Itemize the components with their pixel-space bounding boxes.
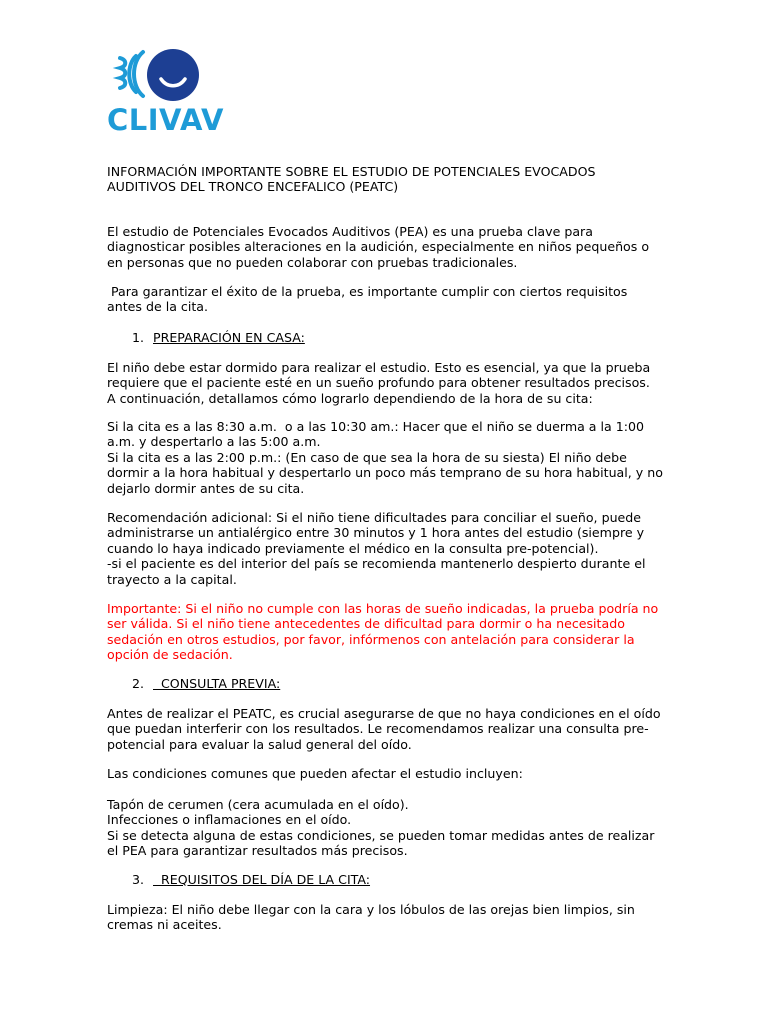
section1-paragraph-2: Si la cita es a las 8:30 a.m. o a las 10:30 am.: Hacer que el niño se duerma a la 1:00 a.m. y despertarlo a las 5:00 a.m. Si la cita es a las 2:00 p.m.: (En caso de que sea la hora de su siesta) El niño debe dormir a la hora habitual y despertarlo un poco más temprano de su hora habitual, y no dejarlo dormir antes de su cita. — [107, 419, 663, 496]
section1-number: 1. — [132, 330, 145, 345]
clivav-ear-icon — [107, 46, 217, 104]
section3-heading — [132, 872, 370, 887]
section2-paragraph-2: Las condiciones comunes que pueden afectar el estudio incluyen: — [107, 766, 523, 781]
section2-title: CONSULTA PREVIA: — [153, 676, 281, 691]
section1-warning: Importante: Si el niño no cumple con las horas de sueño indicadas, la prueba podría no ser válida. Si el niño tiene antecedentes de dificultad para dormir o ha necesitado sedación en otros estudios, por favor, infórmenos con antelación para considerar la opción de sedación. — [107, 601, 659, 663]
section3-title: REQUISITOS DEL DÍA DE LA CITA: — [153, 872, 371, 887]
guarantee-paragraph: Para garantizar el éxito de la prueba, es importante cumplir con ciertos requisitos antes de la cita. — [107, 284, 628, 315]
section1-paragraph-3: Recomendación adicional: Si el niño tiene dificultades para conciliar el sueño, puede administrarse un antialérgico entre 30 minutos y 1 hora antes del estudio (siempre y cuando lo haya indicado previamente el médico en la consulta pre-potencial). -si el paciente es del interior del país se recomienda mantenerlo despierto durante el trayecto a la capital. — [107, 510, 646, 587]
section2-number: 2. — [132, 676, 145, 691]
document-title: INFORMACIÓN IMPORTANTE SOBRE EL ESTUDIO DE POTENCIALES EVOCADOS AUDITIVOS DEL TRONCO ENCEFALICO (PEATC) — [107, 164, 596, 195]
intro-paragraph: El estudio de Potenciales Evocados Auditivos (PEA) es una prueba clave para diagnosticar posibles alteraciones en la audición, especialmente en niños pequeños o en personas que no pueden colaborar con pruebas tradicionales. — [107, 224, 650, 270]
clivav-logo — [107, 46, 224, 138]
section2-paragraph-3: Tapón de cerumen (cera acumulada en el oído). Infecciones o inflamaciones en el oído. Si se detecta alguna de estas condiciones, se pueden tomar medidas antes de realizar el PEA para garantizar resultados más precisos. — [107, 797, 655, 859]
section2-paragraph-1: Antes de realizar el PEATC, es crucial asegurarse de que no haya condiciones en el oído que puedan interferir con los resultados. Le recomendamos realizar una consulta pre- potencial para evaluar la salud general del oído. — [107, 706, 661, 752]
brand-name: CLIVAV — [107, 103, 224, 137]
section1-paragraph-1: El niño debe estar dormido para realizar el estudio. Esto es esencial, ya que la prueba requiere que el paciente esté en un sueño profundo para obtener resultados precisos. A continuación, detallamos cómo lograrlo dependiendo de la hora de su cita: — [107, 360, 651, 406]
section1-heading — [132, 330, 305, 345]
section2-heading — [132, 676, 280, 691]
section1-title: PREPARACIÓN EN CASA: — [153, 330, 305, 345]
section3-number: 3. — [132, 872, 145, 887]
section3-paragraph-1: Limpieza: El niño debe llegar con la cara y los lóbulos de las orejas bien limpios, sin cremas ni aceites. — [107, 902, 635, 933]
